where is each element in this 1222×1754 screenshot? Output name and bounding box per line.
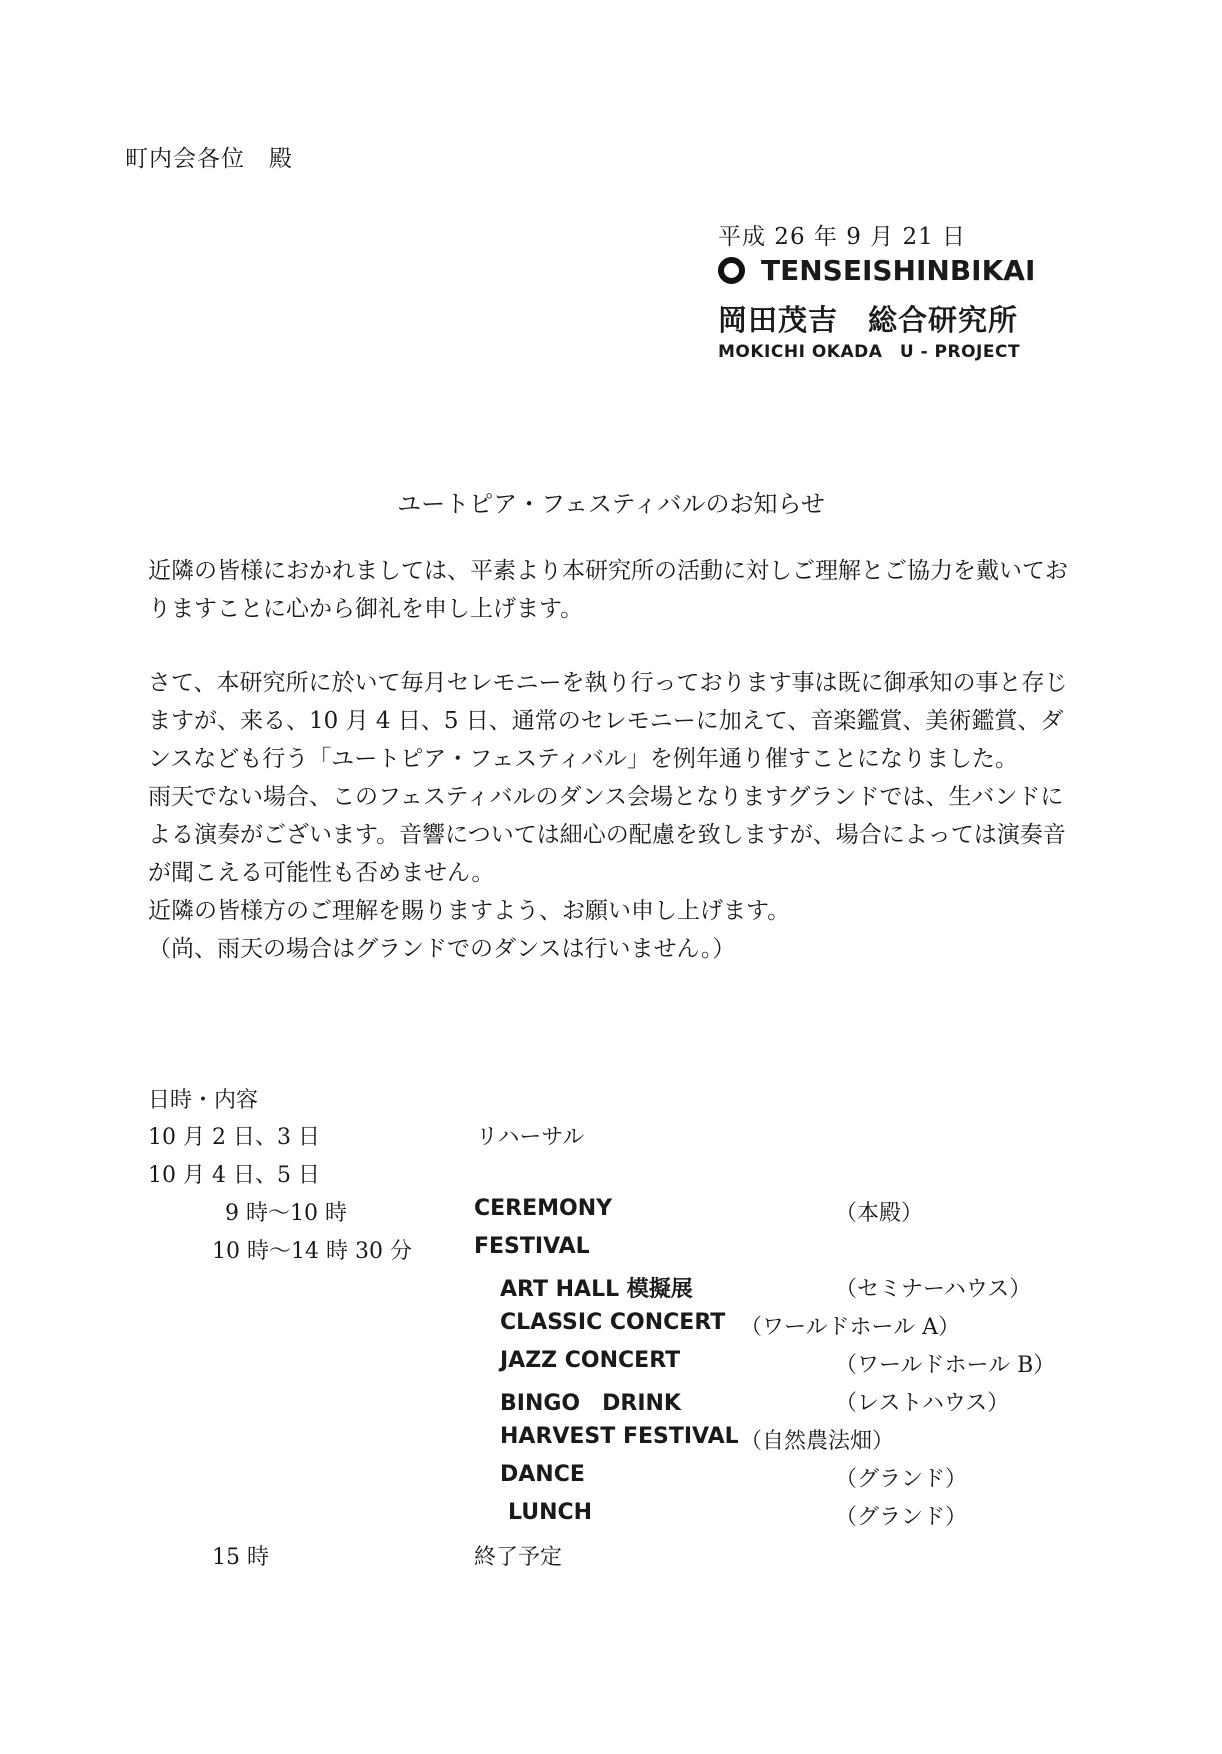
- greeting-paragraph: [148, 552, 1078, 628]
- announcement-paragraph: [148, 664, 1078, 968]
- schedule-event: FESTIVAL: [474, 1234, 590, 1259]
- schedule-row: [0, 1234, 1222, 1271]
- announcement-line: （尚、雨天の場合はグランドでのダンスは行いません。）: [148, 936, 736, 962]
- announcement-line: さて、本研究所に於いて毎月セレモニーを執り行っております事は既に御承知の事と存じますが、来る、10 月 4 日、5 日、通常のセレモニーに加えて、音楽鑑賞、美術鑑賞、ダンスなども行う「ユートピア・フェスティバル」を例年通り催すことになりました。: [148, 670, 1068, 772]
- schedule-event: JAZZ CONCERT: [500, 1348, 681, 1373]
- schedule-event: BINGO DRINK: [500, 1391, 681, 1416]
- schedule-venue: （ワールドホール A）: [740, 1315, 961, 1340]
- schedule-venue: （グランド）: [835, 1467, 968, 1492]
- schedule-venue: （本殿）: [835, 1201, 924, 1226]
- announcement-line: 近隣の皆様方のご理解を賜りますよう、お願い申し上げます。: [148, 898, 791, 924]
- addressee: 町内会各位 殿: [125, 146, 293, 172]
- schedule-time: 9 時～10 時: [225, 1201, 347, 1226]
- greeting-text: 近隣の皆様におかれましては、平素より本研究所の活動に対しご理解とご協力を戴いておりますことに心から御礼を申し上げます。: [148, 558, 1068, 622]
- org-name-english: MOKICHI OKADA U - PROJECT: [718, 342, 1021, 362]
- schedule-row: [0, 1196, 1222, 1233]
- schedule-row: [0, 1462, 1222, 1499]
- schedule-venue: （グランド）: [835, 1505, 968, 1530]
- schedule-row: [0, 1540, 1222, 1577]
- org-name: [718, 254, 1035, 287]
- schedule-row: [0, 1120, 1222, 1157]
- schedule-row: [0, 1386, 1222, 1423]
- schedule-venue: （セミナーハウス）: [835, 1277, 1032, 1302]
- schedule-row: [0, 1348, 1222, 1385]
- schedule-event: CLASSIC CONCERT: [500, 1310, 726, 1335]
- schedule-venue: （レストハウス）: [835, 1391, 1010, 1416]
- schedule-time: 15 時: [212, 1545, 269, 1570]
- org-name-japanese: 岡田茂吉 総合研究所: [718, 303, 1019, 337]
- schedule-row: [0, 1272, 1222, 1309]
- schedule-event: ART HALL 模擬展: [500, 1277, 693, 1302]
- schedule-event: HARVEST FESTIVAL: [500, 1424, 739, 1449]
- notice-title: ユートピア・フェスティバルのお知らせ: [397, 490, 825, 518]
- schedule-venue: （ワールドホール B）: [835, 1353, 1056, 1378]
- schedule-venue: （自然農法畑）: [740, 1429, 895, 1454]
- schedule-time: 10 時～14 時 30 分: [212, 1239, 412, 1264]
- schedule-row: [0, 1424, 1222, 1461]
- schedule-event: リハーサル: [476, 1125, 585, 1150]
- schedule-event: DANCE: [500, 1462, 585, 1487]
- schedule-event: 終了予定: [474, 1545, 563, 1570]
- circle-logo-icon: [718, 257, 745, 284]
- schedule-date: 10 月 4 日、5 日: [148, 1163, 320, 1188]
- schedule-date: 10 月 2 日、3 日: [148, 1125, 320, 1150]
- schedule-event: LUNCH: [508, 1500, 593, 1525]
- schedule-row: [0, 1158, 1222, 1195]
- schedule-row: [0, 1500, 1222, 1537]
- announcement-line: 雨天でない場合、このフェスティバルのダンス会場となりますグランドでは、生バンドによる演奏がございます。音響については細心の配慮を致しますが、場合によっては演奏音が聞こえる可能性も否めません。: [148, 784, 1066, 886]
- schedule-event: CEREMONY: [474, 1196, 613, 1221]
- schedule-heading: 日時・内容: [148, 1088, 259, 1113]
- letter-date: 平成 26 年 9 月 21 日: [718, 224, 967, 250]
- schedule-row: [0, 1310, 1222, 1347]
- org-name-text: TENSEISHINBIKAI: [761, 254, 1036, 287]
